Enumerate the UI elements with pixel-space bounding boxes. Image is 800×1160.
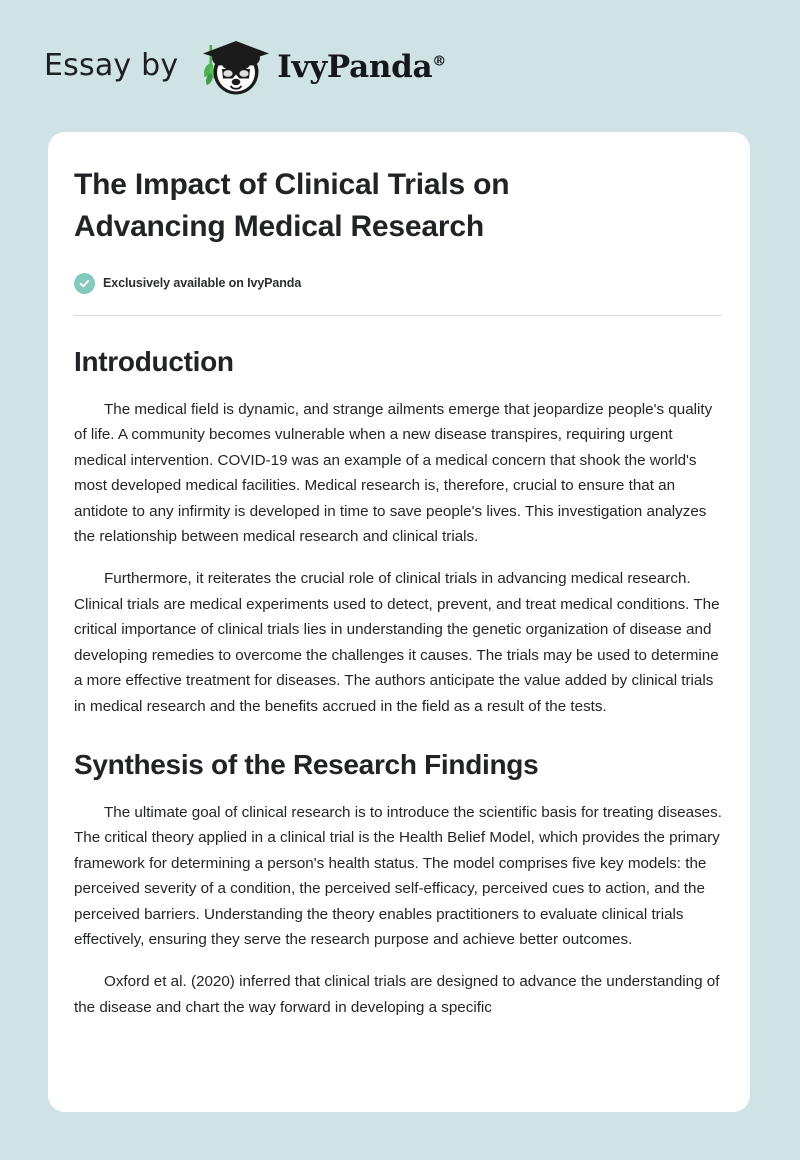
- essay-document-card: [48, 132, 750, 1112]
- ivypanda-panda-graduate-logo-icon: [192, 33, 270, 99]
- ivypanda-wordmark: [277, 48, 447, 85]
- exclusivity-badge-label: Exclusively available on IvyPanda: [103, 275, 302, 290]
- document-content: [48, 132, 750, 1020]
- page-title: The Impact of Clinical Trials on Advancing Medical Research: [74, 168, 510, 243]
- title-divider: [74, 315, 722, 316]
- brand-header: [44, 30, 446, 102]
- paragraph: Furthermore, it reiterates the crucial role of clinical trials in advancing medical research. Clinical trials are medical experiments used to detect, prevent, and treat medical conditions. The critical importance of clinical trials lies in understanding the genetic organization of disease and developing remedies to overcome the challenges it causes. The trials may be used to determine a more effective treatment for diseases. The authors anticipate the value added by clinical trials in medical research and the benefits accrued in the field as a result of the tests.: [74, 570, 720, 715]
- exclusivity-badge: [74, 272, 722, 294]
- ivypanda-logo-lockup[interactable]: [192, 33, 446, 99]
- check-circle-icon: [74, 273, 95, 294]
- brand-name-text: IvyPanda: [277, 48, 433, 85]
- registered-mark: ®: [432, 53, 447, 70]
- section-heading-synthesis-of-the-research-findings: Synthesis of the Research Findings: [74, 748, 539, 780]
- paragraph: The medical field is dynamic, and strange ailments emerge that jeopardize people's quality of life. A community becomes vulnerable when a new disease transpires, requiring urgent medical intervention. COVID-19 was an example of a medical concern that shook the world's most developed medical facilities. Medical research is, therefore, crucial to ensure that an antidote to any infirmity is developed in time to save people's lives. This investigation analyzes the relationship between medical research and clinical trials.: [74, 401, 713, 546]
- essay-by-label: Essay by: [44, 48, 179, 83]
- section-heading-introduction: Introduction: [74, 346, 234, 377]
- paragraph: Oxford et al. (2020) inferred that clinical trials are designed to advance the understanding of the disease and chart the way forward in developing a specific: [74, 973, 720, 1016]
- paragraph: The ultimate goal of clinical research is to introduce the scientific basis for treating diseases. The critical theory applied in a clinical trial is the Health Belief Model, which provides the primary framework for determining a person's health status. The model comprises five key models: the perceived severity of a condition, the perceived self-efficacy, perceived cues to action, and the perceived barriers. Understanding the theory enables practitioners to evaluate clinical trials effectively, ensuring they serve the research purpose and achieve better outcomes.: [74, 803, 722, 948]
